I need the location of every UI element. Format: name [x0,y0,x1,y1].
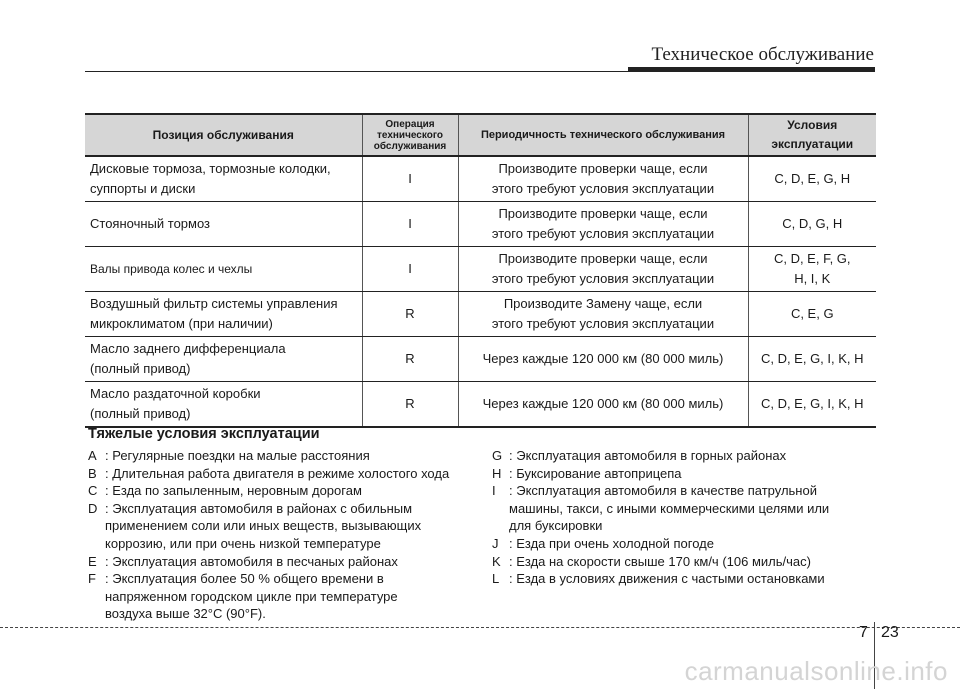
header-interval: Периодичность технического обслуживания [458,114,748,156]
row-interval: Через каждые 120 000 км (80 000 миль) [458,337,748,382]
note-key: I [492,483,496,499]
note-text: : Езда в условиях движения с частыми остановками [509,571,825,587]
row-operation: I [362,156,458,202]
row-conditions: C, D, E, G, H [748,156,876,202]
page-number: 23 [881,624,899,641]
footer-divider [0,627,960,628]
section-title: Техническое обслуживание [651,44,874,65]
row-item: Масло раздаточной коробки (полный привод) [85,382,362,428]
row-item: Стояночный тормоз [85,202,362,247]
note-item [492,553,882,571]
header-divider-accent [628,67,875,72]
note-item [492,447,882,465]
notes-left-column [88,447,488,623]
note-key: J [492,535,499,551]
row-item: Дисковые тормоза, тормозные колодки, суппорты и диски [85,156,362,202]
note-item [88,570,488,623]
row-interval: Производите проверки чаще, если этого требуют условия эксплуатации [458,156,748,202]
note-text: : Эксплуатация автомобиля в районах с обильным применением соли или иных веществ, вызывающих коррозию, или при очень низкой температуре [105,500,422,551]
note-key: A [88,448,97,463]
note-text: : Езда при очень холодной погоде [509,535,714,551]
note-key: F [88,571,96,587]
row-interval: Производите проверки чаще, если этого требуют условия эксплуатации [458,247,748,292]
header-operation [362,114,458,156]
row-operation: R [362,337,458,382]
note-text: : Езда по запыленным, неровным дорогам [105,483,362,499]
note-text: : Езда на скорости свыше 170 км/ч (106 миль/час) [509,553,811,569]
note-key: G [492,448,503,463]
chapter-number: 7 [859,624,868,641]
header-conditions: Условия эксплуатации [748,114,876,156]
note-key: E [88,553,97,569]
note-item [88,465,488,483]
row-operation: R [362,292,458,337]
table-row [85,337,876,382]
row-conditions: C, D, E, F, G, H, I, K [748,247,876,292]
note-item [492,535,882,553]
row-item: Воздушный фильтр системы управления микроклиматом (при наличии) [85,292,362,337]
table-row [85,202,876,247]
table-row [85,156,876,202]
note-key: D [88,500,98,516]
row-conditions: C, D, G, H [748,202,876,247]
note-key: K [492,553,501,569]
note-item [88,482,488,500]
note-text: : Буксирование автоприцепа [509,465,682,481]
note-item [492,570,882,588]
note-key: B [88,465,97,481]
note-text: : Длительная работа двигателя в режиме холостого хода [105,465,450,481]
row-interval: Через каждые 120 000 км (80 000 миль) [458,382,748,428]
watermark: carmanualsonline.info [684,656,948,686]
note-text: : Эксплуатация автомобиля в песчаных районах [105,553,398,569]
table-row [85,292,876,337]
note-text: : Эксплуатация автомобиля в горных районах [509,448,787,463]
header-position: Позиция обслуживания [85,114,362,156]
note-item [88,500,488,553]
row-conditions: C, D, E, G, I, K, H [748,382,876,428]
maintenance-table [85,113,876,428]
row-operation: R [362,382,458,428]
table-row [85,247,876,292]
notes-title: Тяжелые условия эксплуатации [88,426,320,442]
table-header-row [85,114,876,156]
note-item [88,553,488,571]
note-key: L [492,571,500,587]
note-item [492,482,882,535]
note-key: H [492,465,502,481]
row-interval: Производите проверки чаще, если этого требуют условия эксплуатации [458,202,748,247]
note-item [88,447,488,465]
note-text: : Эксплуатация более 50 % общего времени в напряженном городском цикле при температуре воздуха выше 32°C (90°F). [105,571,398,622]
notes-right-column [492,447,882,588]
header-operation-label: Операция технического обслуживания [373,118,447,152]
row-conditions: C, D, E, G, I, K, H [748,337,876,382]
row-conditions: C, E, G [748,292,876,337]
note-text: : Эксплуатация автомобиля в качестве патрульной машины, такси, с иными коммерческими целями или для буксировки [509,483,830,534]
row-operation: I [362,247,458,292]
table-row [85,382,876,428]
row-item: Валы привода колес и чехлы [85,247,362,292]
row-interval: Производите Замену чаще, если этого требуют условия эксплуатации [458,292,748,337]
row-item: Масло заднего дифференциала (полный привод) [85,337,362,382]
row-operation: I [362,202,458,247]
note-key: C [88,483,98,499]
note-text: : Регулярные поездки на малые расстояния [105,448,370,463]
note-item [492,465,882,483]
